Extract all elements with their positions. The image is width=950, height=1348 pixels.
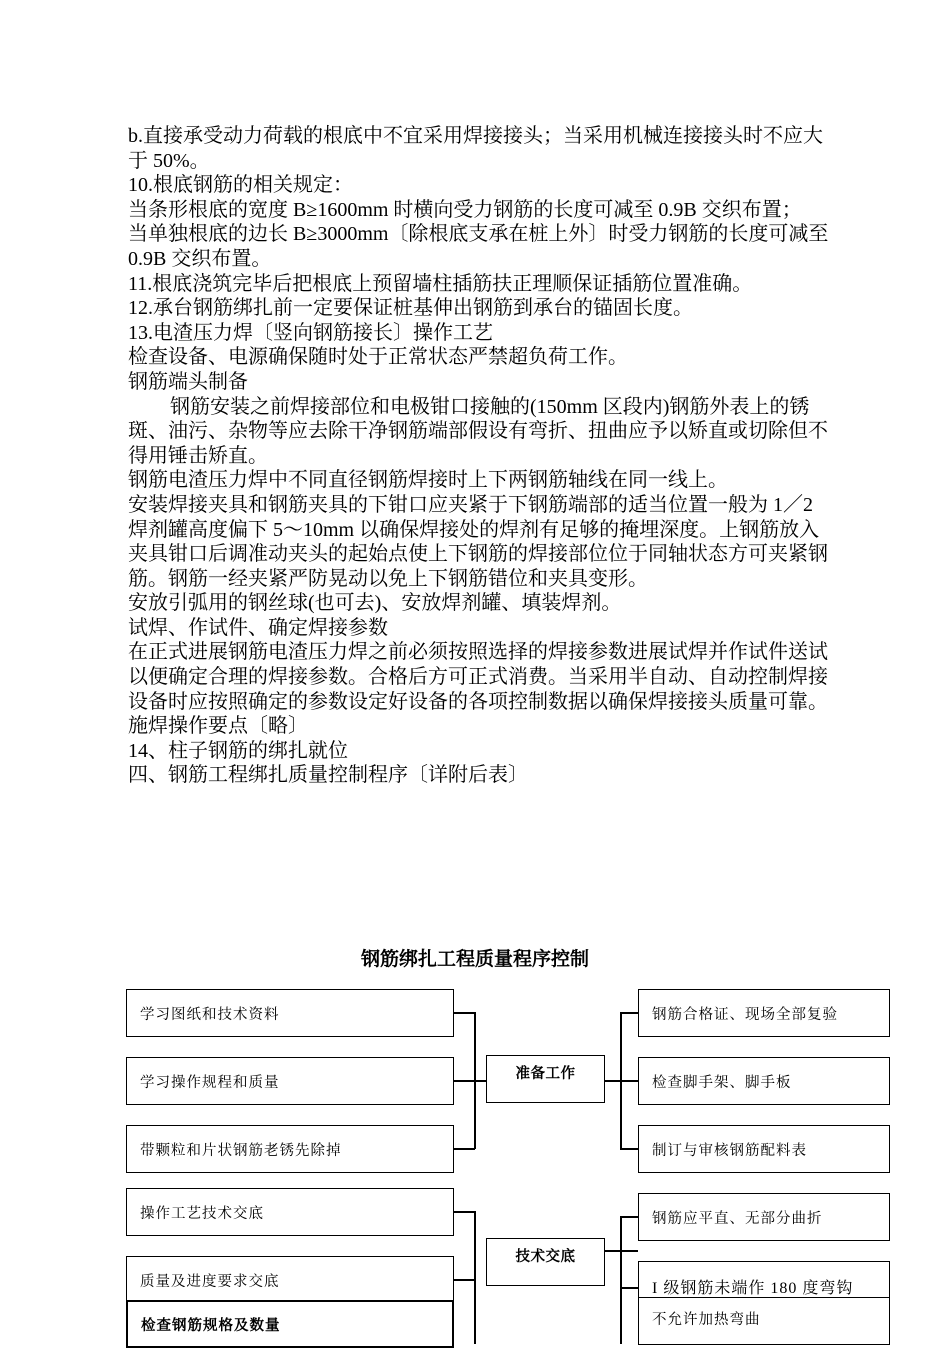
paragraph: 13.电渣压力焊〔竖向钢筋接长〕操作工艺 bbox=[128, 321, 493, 344]
connector-line bbox=[453, 1012, 475, 1014]
paragraph: 在正式进展钢筋电渣压力焊之前必须按照选择的焊接参数进展试焊并作试件送试以便确定合理的焊接参数。合格后方可正式消费。当采用半自动、自动控制焊接设备时应按照确定的参数设定好设备的各项控制数据以确保焊接接头质量可靠。 bbox=[128, 641, 828, 713]
connector-line bbox=[620, 1148, 638, 1150]
paragraph: 10.根底钢筋的相关规定： bbox=[128, 174, 353, 197]
document-body bbox=[128, 124, 833, 788]
paragraph: 安放引弧用的钢丝球(也可去)、安放焊剂罐、填装焊剂。 bbox=[128, 592, 622, 615]
connector-line bbox=[453, 1148, 475, 1150]
paragraph: 钢筋电渣压力焊中不同直径钢筋焊接时上下两钢筋轴线在同一线上。 bbox=[128, 469, 728, 492]
node-study-procedures: 学习操作规程和质量 bbox=[126, 1057, 454, 1105]
paragraph: 12.承台钢筋绑扎前一定要保证桩基伸出钢筋到承台的锚固长度。 bbox=[128, 297, 693, 320]
node-rebar-straight: 钢筋应平直、无部分曲折 bbox=[638, 1193, 890, 1241]
node-hook-180: I 级钢筋未端作 180 度弯钩 bbox=[638, 1261, 890, 1309]
connector-line bbox=[620, 1012, 638, 1014]
paragraph: 当条形根底的宽度 B≥1600mm 时横向受力钢筋的长度可减至 0.9B 交织布置； bbox=[128, 198, 802, 221]
paragraph: 钢筋安装之前焊接部位和电极钳口接触的(150mm 区段内)钢筋外表上的锈斑、油污、杂物等应去除干净钢筋端部假设有弯折、扭曲应予以矫直或切除但不得用锤击矫直。 bbox=[128, 395, 828, 467]
node-check-rebar-spec: 检查钢筋规格及数量 bbox=[126, 1300, 454, 1348]
connector-line bbox=[453, 1279, 475, 1281]
node-certificate-retest: 钢筋合格证、现场全部复验 bbox=[638, 989, 890, 1037]
connector-line bbox=[453, 1211, 475, 1213]
paragraph: 试焊、作试件、确定焊接参数 bbox=[128, 616, 388, 639]
node-quality-progress-briefing: 质量及进度要求交底 bbox=[126, 1256, 454, 1304]
paragraph: 11.根底浇筑完毕后把根底上预留墙柱插筋扶正理顺保证插筋位置准确。 bbox=[128, 272, 753, 295]
paragraph: 安装焊接夹具和钢筋夹具的下钳口应夹紧于下钢筋端部的适当位置一般为 1／2 焊剂罐高度偏下 5～10mm 以确保焊接处的焊剂有足够的掩埋深度。上钢筋放入夹具钳口后调准动夹头的起始点使上下钢筋的焊接部位位于同轴状态方可夹紧钢筋。钢筋一经夹紧严防晃动以免上下钢筋错位和夹具变形。 bbox=[128, 493, 828, 590]
node-remove-rust: 带颗粒和片状钢筋老锈先除掉 bbox=[126, 1125, 454, 1173]
paragraph: 四、钢筋工程绑扎质量控制程序〔详附后表〕 bbox=[128, 764, 528, 787]
node-study-drawings: 学习图纸和技术资料 bbox=[126, 989, 454, 1037]
connector-line bbox=[620, 1287, 638, 1289]
connector-line bbox=[620, 1012, 622, 1149]
node-no-heat-bending: 不允许加热弯曲 bbox=[638, 1297, 890, 1345]
paragraph: 14、柱子钢筋的绑扎就位 bbox=[128, 739, 348, 762]
diagram-title: 钢筋绑扎工程质量程序控制 bbox=[360, 948, 589, 970]
node-process-briefing: 操作工艺技术交底 bbox=[126, 1188, 454, 1236]
node-technical-briefing: 技术交底 bbox=[486, 1238, 605, 1286]
connector-line bbox=[474, 1012, 476, 1149]
paragraph: 施焊操作要点〔略〕 bbox=[128, 715, 308, 738]
connector-line bbox=[474, 1211, 476, 1344]
paragraph: 当单独根底的边长 B≥3000mm〔除根底支承在桩上外〕时受力钢筋的长度可减至 0.9B 交织布置。 bbox=[128, 223, 829, 270]
connector-line bbox=[620, 1216, 638, 1218]
node-preparation: 准备工作 bbox=[486, 1055, 605, 1103]
connector-line bbox=[453, 1080, 486, 1082]
paragraph: b.直接承受动力荷载的根底中不宜采用焊接接头；当采用机械连接接头时不应大于 50%。 bbox=[128, 125, 823, 172]
connector-line bbox=[620, 1216, 622, 1344]
paragraph: 检查设备、电源确保随时处于正常状态严禁超负荷工作。 bbox=[128, 346, 628, 369]
paragraph: 钢筋端头制备 bbox=[128, 370, 248, 393]
node-check-scaffold: 检查脚手架、脚手板 bbox=[638, 1057, 890, 1105]
node-bar-schedule: 制订与审核钢筋配料表 bbox=[638, 1125, 890, 1173]
